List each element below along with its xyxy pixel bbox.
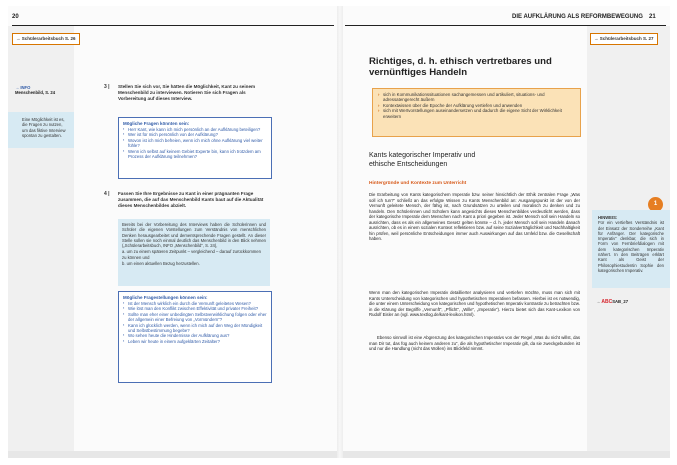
logo-link[interactable]	[596, 290, 668, 308]
questions-box-2	[118, 291, 272, 383]
explanation-shade	[118, 219, 270, 286]
arrow-right-icon: →	[596, 299, 602, 304]
list-item: ▪ Wovon ist ich mich befreien, wenn ich mich ohne Aufklärung viel weiter fühle?	[123, 138, 267, 149]
explanation-text: Bereits bei der Vorbereitung des Interviews haben die Schülerinnen und Schüler die eigenen Vorstellungen zum Verständnis von menschlichen Denken herausgearbeitet und dementsprechende Fragen gestellt. An dieser Stelle sollen sie noch einmal deutlich das Menschenbild in den Blick nehmen („Schülerarbeitsbuch, INFO „Menschenbild“, S. 24),	[122, 222, 266, 249]
arrow-right-icon: →	[594, 36, 600, 41]
page-number-left: 20	[12, 14, 19, 20]
page-title-line-2: vernünftiges Handeln	[369, 67, 468, 78]
logo-page-ref: SAB_27	[612, 299, 629, 304]
explanation-item-a: a. um zu einem späteren Zeitpunkt – vergleichend – darauf zurückkommen zu können und	[122, 249, 261, 260]
page-number-right: 21	[649, 14, 656, 20]
list-item: ▪ Wo sehen heute die Hindernisse der Aufklärung aus?	[123, 333, 267, 338]
paragraph-3: Ebenso sinnvoll ist eine Abgrenzung des kategorischen Imperativs von der Regel „Was du nicht willst, das man Dir tut, das füg auch keinem anderen zu“, die als hypothetischer Imperativ gilt, da sie zweckgebunden ist und nur die Handlung (nicht das Wollen) ins Blickfeld nimmt.	[369, 335, 580, 351]
list-item: ▪ Wenn ich selbst auf keinem Gebiet Experte bin, kann ich trotzdem am Prozess der Aufklärung teilnehmen?	[123, 149, 267, 160]
list-item: ▪ Leben wir heute in einem aufgeklärten Zeitalter?	[123, 339, 267, 344]
arrow-right-icon: →	[16, 36, 22, 41]
info-label: → INFO	[15, 85, 31, 90]
list-item: ▪ Herr Kant, wie kann ich mich persönlich an der Aufklärung beteiligen?	[123, 127, 267, 132]
hinweis-strip	[592, 210, 670, 288]
page-title	[369, 56, 579, 78]
info-note	[15, 85, 71, 96]
page-title-line-1: Richtiges, d. h. ethisch vertretbares und	[369, 56, 552, 67]
header-rule-left	[12, 25, 334, 26]
paragraph-2: Wenn man den kategorischen Imperativ detaillierter analysieren und vertiefen möchte, muss man sich mit Kants Unterscheidung von kategorischen und hypothetischen Imperativen befassen. Hierbei ist es notwendig, die unter einem Unterscheidung von kategorischen und hypothetischen Imperativ kontrastiv zu betrachten bzw. in die Klärung der Begriffe „Vernunft“, „Pflicht“, „Wille“, „Imperativ“). Hierzu bietet sich das Kant-Lexikon von Rudolf Eisler an (vgl. www.textlog.de/kant-lexikon.html).	[369, 290, 580, 317]
margin-marker-circle: 1	[648, 197, 663, 212]
explanation-item-b: b. um einen aktuellen Bezug herzustellen.	[122, 261, 200, 267]
hinweis-text: Für ein vertieftes Verständnis ist der Einsatz der Sonderreihe „Kant für Anfänger. Der kategorische Imperativ“ denkbar, die sich in Form von Fernbriefdialogen mit dem kategorischen Imperativ nähert. In den Beiträgen erklärt Kant als Geist der Philosophiestudentin Sophie den kategorischen Imperativ.	[598, 220, 664, 273]
questions-box-2-title: Mögliche Fragestellungen können sein:	[123, 295, 208, 300]
ref-box-right[interactable]	[590, 33, 658, 45]
task-3-text: Stellen Sie sich vor, Sie hätten die Möglichkeit, Kant zu seinem Menschenbild zu interviewen. Notieren Sie sich Fragen als Vorbereitung auf dieses Interview.	[118, 84, 256, 101]
subheading: Hintergründe und Kontexte zum Unterricht	[369, 181, 467, 186]
paragraph-1: Die Erarbeitung von Kants kategorischem Imperativ bzw. seiner hinsichtlich der Ethik zentralen Frage „Was soll ich tun?“ schließt an das erfolgte Wissen zu Kants Menschenbild an: Ausgangspunkt ist der von der Vernunft geleitete Mensch, der fähig ist, nach Grundsätzen zu urteilen und moralisch zu denken und zu handeln. Den Schülerinnen und Schülern kann angesichts dieses Menschenbildes verdeutlicht werden, dass der kategorische Imperativ dem Menschen nach Kant a priori gegeben ist. Jeder Mensch soll sein Handeln so ausrichten, dass es als ein allgemeines Gesetz gelten könnte – d. h. jeder Mensch soll sein Handeln danach ausrichten, ob es in einem sozialen Kontext reflektieren bzw. auf seine Sozialverträglichkeit und Nachhaltigkeit hin prüfen, weil persönliche Entscheidungen immer auch Auswirkungen auf das Umfeld bzw. die Gesellschaft haben.	[369, 192, 580, 241]
hint-strip	[8, 112, 74, 148]
section-title	[369, 152, 579, 169]
task-3-number: 3 |	[104, 84, 110, 90]
learning-goals-box	[372, 88, 581, 137]
section-title-line-1: Kants kategorischer Imperativ und	[369, 152, 476, 159]
list-item: ▪ Wie löst man den Konflikt zwischen Effektivität und privater Freiheit?	[123, 306, 267, 311]
hint-text: Eine Möglichkeit ist es, die Fragen zu nutzen, um das fiktive Interview spontan zu gestalten.	[22, 117, 66, 138]
running-title: DIE AUFKLÄRUNG ALS REFORMBEWEGUNG	[512, 14, 643, 20]
ref-box-right-label: Schülerarbeitsbuch S. 27	[599, 36, 654, 41]
ref-box-left-label: Schülerarbeitsbuch S. 26	[21, 36, 76, 41]
goal-item: › sich mit Wertvorstellungen auseinandersetzen und dadurch die eigene Sicht der Wirklichkeit erweitern	[377, 108, 576, 119]
ref-box-left[interactable]	[12, 33, 80, 45]
book-gutter	[337, 6, 343, 458]
info-text: Menschenbild, S. 24	[15, 90, 56, 96]
goal-item: › sich in Kommunikationssituationen sachangemessen und artikuliert, situations- und adressatengerecht äußern	[377, 92, 576, 103]
section-title-line-2: ethische Entscheidungen	[369, 160, 448, 168]
list-item: ▪ Ist der Mensch wirklich ein durch die Vernunft geleitetes Wesen?	[123, 301, 267, 306]
questions-box-1-title: Mögliche Fragen könnten sein:	[123, 121, 190, 126]
list-item: ▪ Wer ist für mich persönlich von der Aufklärung?	[123, 132, 267, 137]
list-item: ▪ Sollte man eher einer unbedingten Selbstverwirklichung folgen oder eher der allgemein einer Befreiung von „Vormündern“?	[123, 312, 267, 323]
hinweis-label: HINWEIS:	[598, 215, 618, 220]
abc-logo: ABC	[601, 299, 613, 305]
header-rule-right	[345, 25, 666, 26]
task-4-number: 4 |	[104, 191, 110, 197]
task-4-text: Fassen Sie Ihre Ergebnisse zu Kant in einer prägnanten Frage zusammen, die auf das Menschenbild Kants baut auf die Aktualität dieses Menschenbildes abzielt.	[118, 191, 264, 208]
goal-item: › Kontextwissen über die Epoche der Aufklärung vertiefen und anwenden	[377, 103, 576, 108]
questions-box-1	[118, 117, 272, 179]
list-item: ▪ Kann ich glücklich werden, wenn ich mich auf den Weg der Mündigkeit und Selbstbestimmung begebe?	[123, 323, 267, 334]
